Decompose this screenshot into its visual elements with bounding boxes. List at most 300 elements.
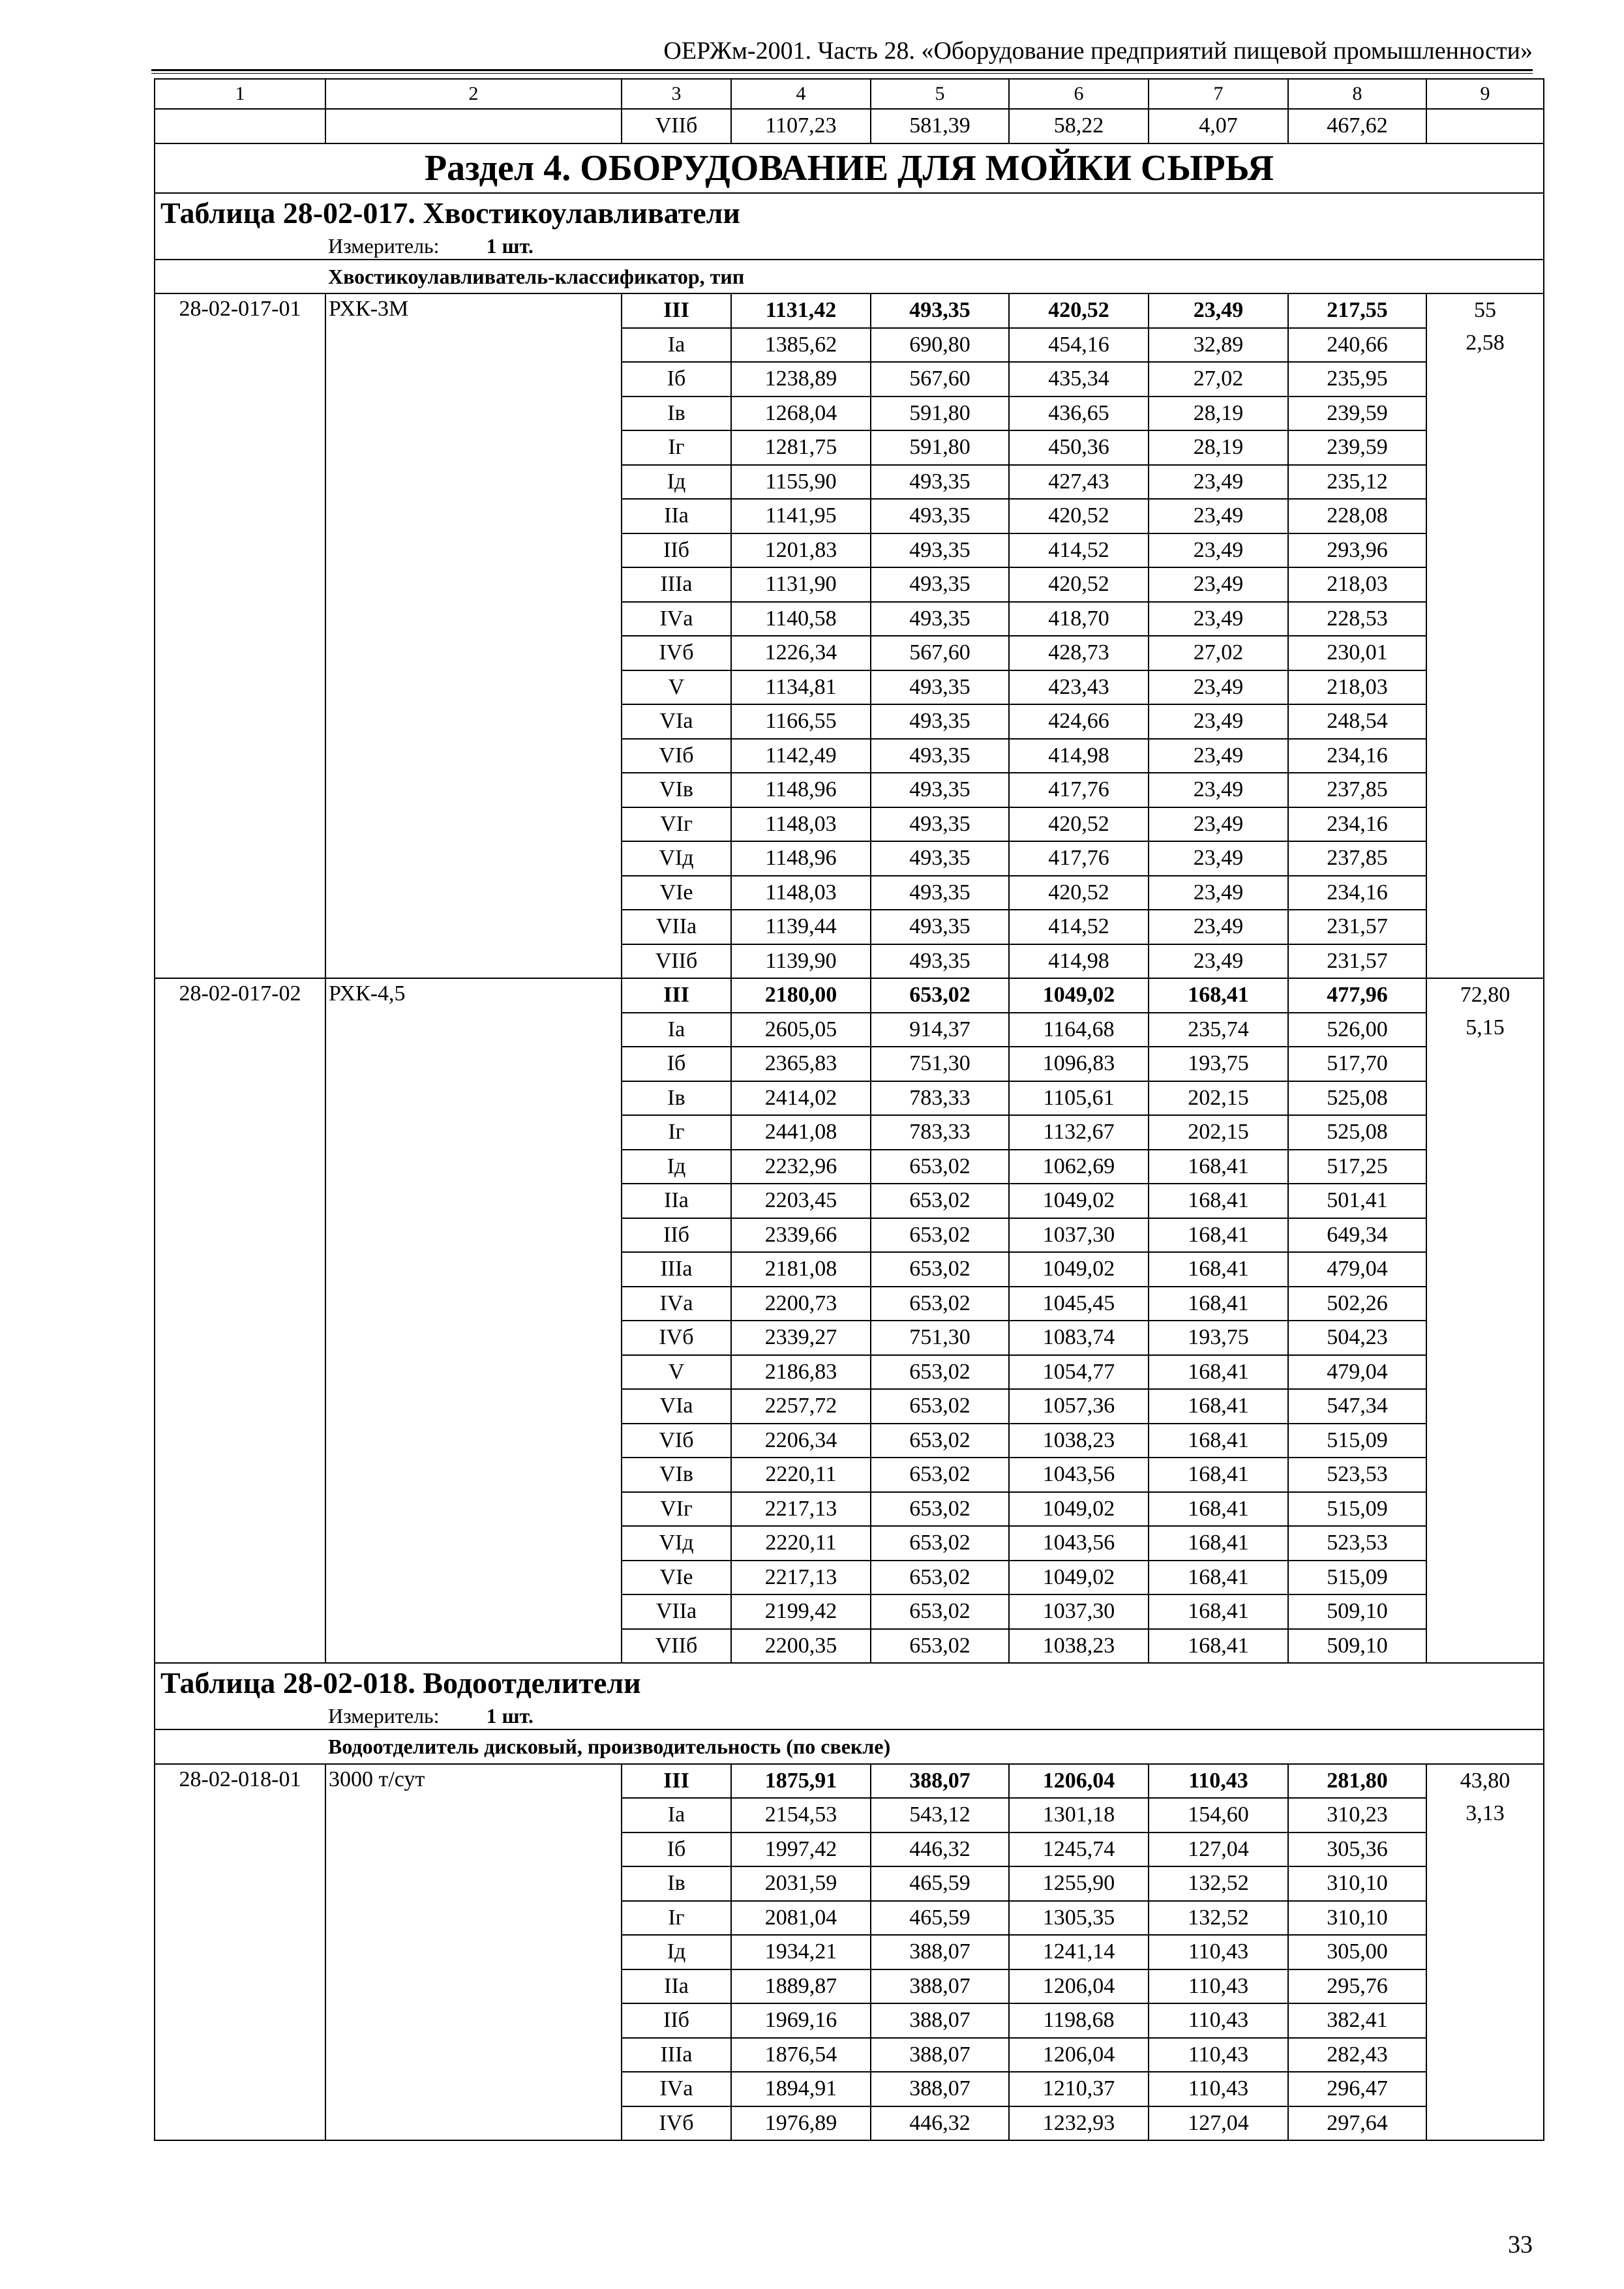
value-cell: 23,49 xyxy=(1149,739,1288,773)
value-cell: 234,16 xyxy=(1288,807,1426,842)
extra-value: 5,15 xyxy=(1466,1015,1505,1040)
value-cell: 1255,90 xyxy=(1009,1866,1149,1901)
value-cell: 653,02 xyxy=(871,1561,1009,1595)
column-number: 9 xyxy=(1426,79,1544,109)
extra-value: 2,58 xyxy=(1466,331,1505,355)
zone-cell: VIIб xyxy=(622,944,731,979)
value-cell: 424,66 xyxy=(1009,704,1149,739)
extra-cell xyxy=(1426,1764,1544,2141)
value-cell: 1049,02 xyxy=(1009,1492,1149,1527)
value-cell: 2180,00 xyxy=(731,978,871,1013)
value-cell: 1206,04 xyxy=(1009,1764,1149,1799)
value-cell: 23,49 xyxy=(1149,567,1288,602)
value-cell: 1226,34 xyxy=(731,636,871,670)
value-cell: 1301,18 xyxy=(1009,1798,1149,1833)
value-cell: 414,98 xyxy=(1009,739,1149,773)
zone-cell: VIе xyxy=(622,876,731,910)
value-cell: 228,53 xyxy=(1288,602,1426,636)
section-title: Раздел 4. ОБОРУДОВАНИЕ ДЛЯ МОЙКИ СЫРЬЯ xyxy=(155,143,1544,193)
value-cell: 653,02 xyxy=(871,1150,1009,1184)
value-cell: 515,09 xyxy=(1288,1492,1426,1527)
value-cell: 1140,58 xyxy=(731,602,871,636)
extra-value: 72,80 xyxy=(1460,983,1511,1007)
zone-cell: IIа xyxy=(622,1184,731,1218)
value-cell: 237,85 xyxy=(1288,773,1426,807)
zone-cell: Iб xyxy=(622,362,731,396)
zone-cell: VIд xyxy=(622,1526,731,1561)
table-row xyxy=(155,978,1544,1013)
value-cell: 1166,55 xyxy=(731,704,871,739)
value-cell: 27,02 xyxy=(1149,636,1288,670)
value-cell: 296,47 xyxy=(1288,2072,1426,2106)
value-cell: 23,49 xyxy=(1149,773,1288,807)
value-cell: 218,03 xyxy=(1288,670,1426,705)
value-cell: 493,35 xyxy=(871,465,1009,500)
value-cell: 1049,02 xyxy=(1009,978,1149,1013)
value-cell: 1131,90 xyxy=(731,567,871,602)
value-cell: 228,08 xyxy=(1288,499,1426,533)
value-cell: 435,34 xyxy=(1009,362,1149,396)
value-cell: 436,65 xyxy=(1009,396,1149,431)
value-cell: 2217,13 xyxy=(731,1492,871,1527)
value-cell: 2200,35 xyxy=(731,1629,871,1664)
value-cell: 168,41 xyxy=(1149,1218,1288,1253)
table-title-row xyxy=(155,1663,1544,1703)
value-cell: 168,41 xyxy=(1149,1389,1288,1424)
value-cell: 493,35 xyxy=(871,670,1009,705)
value-cell: 493,35 xyxy=(871,293,1009,328)
value-cell: 493,35 xyxy=(871,567,1009,602)
value-cell: 515,09 xyxy=(1288,1424,1426,1458)
value-cell: 2206,34 xyxy=(731,1424,871,1458)
value-cell: 1134,81 xyxy=(731,670,871,705)
value-cell: 1139,44 xyxy=(731,910,871,944)
value-cell: 127,04 xyxy=(1149,2106,1288,2141)
value-cell: 2220,11 xyxy=(731,1526,871,1561)
value-cell: 1976,89 xyxy=(731,2106,871,2141)
value-cell: 28,19 xyxy=(1149,430,1288,465)
value-cell: 653,02 xyxy=(871,978,1009,1013)
value-cell: 1238,89 xyxy=(731,362,871,396)
value-cell: 1934,21 xyxy=(731,1935,871,1969)
item-name: 3000 т/сут xyxy=(325,1764,622,2141)
value-cell: 1083,74 xyxy=(1009,1321,1149,1355)
value-cell: 231,57 xyxy=(1288,910,1426,944)
zone-cell: VIа xyxy=(622,1389,731,1424)
value-cell: 653,02 xyxy=(871,1287,1009,1321)
zone-cell: IIб xyxy=(622,533,731,568)
value-cell: 479,04 xyxy=(1288,1252,1426,1287)
zone-cell: IVа xyxy=(622,1287,731,1321)
value-cell: 1148,03 xyxy=(731,807,871,842)
value-cell: 168,41 xyxy=(1149,978,1288,1013)
zone-cell: V xyxy=(622,1355,731,1390)
value-cell: 23,49 xyxy=(1149,602,1288,636)
item-name: РХК-3М xyxy=(325,293,622,978)
value-cell: 388,07 xyxy=(871,1935,1009,1969)
value-cell: 423,43 xyxy=(1009,670,1149,705)
zone-cell: V xyxy=(622,670,731,705)
value-cell: 168,41 xyxy=(1149,1424,1288,1458)
value-cell: 1201,83 xyxy=(731,533,871,568)
value-cell: 2200,73 xyxy=(731,1287,871,1321)
value-cell: 310,10 xyxy=(1288,1866,1426,1901)
value-cell: 493,35 xyxy=(871,876,1009,910)
value-cell: 414,52 xyxy=(1009,910,1149,944)
value-cell: 493,35 xyxy=(871,773,1009,807)
value-cell: 23,49 xyxy=(1149,876,1288,910)
value-cell: 168,41 xyxy=(1149,1252,1288,1287)
value-cell: 193,75 xyxy=(1149,1321,1288,1355)
value-cell: 1385,62 xyxy=(731,328,871,363)
item-code: 28-02-017-02 xyxy=(155,978,325,1663)
value-cell: 1043,56 xyxy=(1009,1458,1149,1492)
value-cell: 417,76 xyxy=(1009,841,1149,876)
value-cell: 1132,67 xyxy=(1009,1115,1149,1150)
value-cell: 428,73 xyxy=(1009,636,1149,670)
value-cell: 154,60 xyxy=(1149,1798,1288,1833)
zone-cell: Iа xyxy=(622,328,731,363)
code-cell xyxy=(155,109,325,143)
value-cell: 231,57 xyxy=(1288,944,1426,979)
value-cell: 1049,02 xyxy=(1009,1252,1149,1287)
extra-cell xyxy=(1426,978,1544,1663)
value-cell: 517,70 xyxy=(1288,1047,1426,1081)
value-cell: 132,52 xyxy=(1149,1901,1288,1936)
zone-cell: Iг xyxy=(622,1901,731,1936)
zone-cell: VIв xyxy=(622,1458,731,1492)
value-cell: 509,10 xyxy=(1288,1594,1426,1629)
value-cell: 420,52 xyxy=(1009,293,1149,328)
value-cell: 2339,27 xyxy=(731,1321,871,1355)
value-cell: 388,07 xyxy=(871,2003,1009,2038)
value-cell: 477,96 xyxy=(1288,978,1426,1013)
value-cell: 501,41 xyxy=(1288,1184,1426,1218)
value-cell: 2441,08 xyxy=(731,1115,871,1150)
value-cell: 653,02 xyxy=(871,1594,1009,1629)
value-cell: 1875,91 xyxy=(731,1764,871,1799)
measure-cell xyxy=(325,233,1544,260)
value-cell: 1281,75 xyxy=(731,430,871,465)
value-cell: 305,00 xyxy=(1288,1935,1426,1969)
value-cell: 543,12 xyxy=(871,1798,1009,1833)
item-code: 28-02-017-01 xyxy=(155,293,325,978)
value-cell: 1198,68 xyxy=(1009,2003,1149,2038)
zone-cell: Iа xyxy=(622,1013,731,1047)
measure-cell xyxy=(325,1703,1544,1729)
value-cell: 1148,03 xyxy=(731,876,871,910)
zone-cell: VIв xyxy=(622,773,731,807)
value-cell: 23,49 xyxy=(1149,670,1288,705)
extra-value: 43,80 xyxy=(1460,1768,1511,1793)
value-cell: 27,02 xyxy=(1149,362,1288,396)
value-cell: 1889,87 xyxy=(731,1969,871,2004)
value-cell: 515,09 xyxy=(1288,1561,1426,1595)
blank-cell xyxy=(155,1703,325,1729)
value-cell: 1241,14 xyxy=(1009,1935,1149,1969)
value-cell: 1049,02 xyxy=(1009,1561,1149,1595)
value-cell: 310,10 xyxy=(1288,1901,1426,1936)
value-cell: 414,98 xyxy=(1009,944,1149,979)
column-number: 7 xyxy=(1149,79,1288,109)
value-cell: 239,59 xyxy=(1288,430,1426,465)
column-number: 6 xyxy=(1009,79,1149,109)
value-cell: 388,07 xyxy=(871,1764,1009,1799)
value-cell: 2257,72 xyxy=(731,1389,871,1424)
table-title: Таблица 28-02-018. Водоотделители xyxy=(155,1663,1544,1703)
value-cell: 235,12 xyxy=(1288,465,1426,500)
value-cell: 525,08 xyxy=(1288,1081,1426,1116)
value-cell: 388,07 xyxy=(871,1969,1009,2004)
zone-cell: VIIа xyxy=(622,910,731,944)
zone-cell: VIа xyxy=(622,704,731,739)
value-cell: 248,54 xyxy=(1288,704,1426,739)
value-cell: 454,16 xyxy=(1009,328,1149,363)
blank-cell xyxy=(155,260,325,294)
zone-cell: IVа xyxy=(622,602,731,636)
value-cell: 1057,36 xyxy=(1009,1389,1149,1424)
value-cell: 653,02 xyxy=(871,1424,1009,1458)
zone-cell: VIг xyxy=(622,807,731,842)
value-cell: 1131,42 xyxy=(731,293,871,328)
header-rule-thin xyxy=(151,73,1533,74)
zone-cell: III xyxy=(622,978,731,1013)
value-cell: 234,16 xyxy=(1288,739,1426,773)
zone-cell: Iг xyxy=(622,1115,731,1150)
value-cell: 23,49 xyxy=(1149,499,1288,533)
blank-cell xyxy=(155,1729,325,1764)
value-cell: 493,35 xyxy=(871,704,1009,739)
value-cell: 168,41 xyxy=(1149,1492,1288,1527)
value-cell: 417,76 xyxy=(1009,773,1149,807)
value-cell: 1305,35 xyxy=(1009,1901,1149,1936)
zone-cell: III xyxy=(622,1764,731,1799)
zone-cell: Iа xyxy=(622,1798,731,1833)
zone-cell: IIа xyxy=(622,1969,731,2004)
name-cell xyxy=(325,109,622,143)
value-cell: 1164,68 xyxy=(1009,1013,1149,1047)
zone-cell: IIIа xyxy=(622,567,731,602)
value-cell: 591,80 xyxy=(871,396,1009,431)
value-cell: 388,07 xyxy=(871,2072,1009,2106)
value-cell: 1043,56 xyxy=(1009,1526,1149,1561)
value-cell: 23,49 xyxy=(1149,704,1288,739)
value-cell: 2232,96 xyxy=(731,1150,871,1184)
value-cell: 1054,77 xyxy=(1009,1355,1149,1390)
column-number: 3 xyxy=(622,79,731,109)
extra-cell xyxy=(1426,109,1544,143)
zone-cell: IIIа xyxy=(622,1252,731,1287)
value-cell: 2186,83 xyxy=(731,1355,871,1390)
carry-over-row xyxy=(155,109,1544,143)
value-cell: 1141,95 xyxy=(731,499,871,533)
zone-cell: IIб xyxy=(622,1218,731,1253)
value-cell: 2365,83 xyxy=(731,1047,871,1081)
value-cell: 493,35 xyxy=(871,739,1009,773)
value-cell: 110,43 xyxy=(1149,1969,1288,2004)
value-cell: 493,35 xyxy=(871,499,1009,533)
group-name: Водоотделитель дисковый, производительность (по свекле) xyxy=(325,1729,1544,1764)
value-cell: 653,02 xyxy=(871,1629,1009,1664)
value-cell: 2220,11 xyxy=(731,1458,871,1492)
value-cell: 237,85 xyxy=(1288,841,1426,876)
zone-cell: VIIа xyxy=(622,1594,731,1629)
value-cell: 23,49 xyxy=(1149,944,1288,979)
value-cell: 168,41 xyxy=(1149,1184,1288,1218)
value-cell: 305,36 xyxy=(1288,1833,1426,1867)
value-cell: 751,30 xyxy=(871,1047,1009,1081)
value-cell: 653,02 xyxy=(871,1355,1009,1390)
value-cell: 1105,61 xyxy=(1009,1081,1149,1116)
value-cell: 202,15 xyxy=(1149,1081,1288,1116)
value-cell: 420,52 xyxy=(1009,807,1149,842)
column-number: 5 xyxy=(871,79,1009,109)
zone-cell: Iв xyxy=(622,1081,731,1116)
zone-cell: IVб xyxy=(622,2106,731,2141)
value-cell: 1969,16 xyxy=(731,2003,871,2038)
value-cell: 420,52 xyxy=(1009,876,1149,910)
value-cell: 2199,42 xyxy=(731,1594,871,1629)
group-name-row xyxy=(155,1729,1544,1764)
value-cell: 446,32 xyxy=(871,1833,1009,1867)
value-cell: 1049,02 xyxy=(1009,1184,1149,1218)
value-cell: 653,02 xyxy=(871,1184,1009,1218)
value-cell: 23,49 xyxy=(1149,807,1288,842)
value-cell: 382,41 xyxy=(1288,2003,1426,2038)
value-cell: 2339,66 xyxy=(731,1218,871,1253)
value-cell: 32,89 xyxy=(1149,328,1288,363)
value-cell: 653,02 xyxy=(871,1458,1009,1492)
zone-cell: VIб xyxy=(622,739,731,773)
value-cell: 653,02 xyxy=(871,1389,1009,1424)
value-cell: 504,23 xyxy=(1288,1321,1426,1355)
value-cell: 23,49 xyxy=(1149,533,1288,568)
zone-cell: IIIа xyxy=(622,2038,731,2072)
value-cell: 1206,04 xyxy=(1009,2038,1149,2072)
zone-cell: Iд xyxy=(622,465,731,500)
value-cell: 509,10 xyxy=(1288,1629,1426,1664)
value-cell: 1038,23 xyxy=(1009,1629,1149,1664)
value-cell: 493,35 xyxy=(871,602,1009,636)
page-number: 33 xyxy=(1508,2231,1533,2258)
value-cell: 653,02 xyxy=(871,1526,1009,1561)
zone-cell: VIг xyxy=(622,1492,731,1527)
zone-cell: Iб xyxy=(622,1047,731,1081)
blank-cell xyxy=(155,233,325,260)
value-cell: 653,02 xyxy=(871,1218,1009,1253)
zone-cell: IVа xyxy=(622,2072,731,2106)
measure-value: 1 шт. xyxy=(486,1704,534,1728)
zone-cell: Iд xyxy=(622,1935,731,1969)
value-cell: 653,02 xyxy=(871,1492,1009,1527)
value-cell: 1142,49 xyxy=(731,739,871,773)
value-cell: 23,49 xyxy=(1149,841,1288,876)
value-cell: 2031,59 xyxy=(731,1866,871,1901)
value-cell: 1148,96 xyxy=(731,773,871,807)
table-body xyxy=(155,79,1544,2140)
value-cell: 240,66 xyxy=(1288,328,1426,363)
value-cell: 783,33 xyxy=(871,1081,1009,1116)
value-cell: 653,02 xyxy=(871,1252,1009,1287)
value-cell: 2081,04 xyxy=(731,1901,871,1936)
value-cell: 230,01 xyxy=(1288,636,1426,670)
measure-row xyxy=(155,233,1544,260)
value-cell: 502,26 xyxy=(1288,1287,1426,1321)
value-cell: 297,64 xyxy=(1288,2106,1426,2141)
value-cell: 110,43 xyxy=(1149,2038,1288,2072)
value-cell: 649,34 xyxy=(1288,1218,1426,1253)
value-cell: 465,59 xyxy=(871,1866,1009,1901)
value-cell: 591,80 xyxy=(871,430,1009,465)
value-cell: 2414,02 xyxy=(731,1081,871,1116)
value-cell: 420,52 xyxy=(1009,567,1149,602)
value-cell: 1232,93 xyxy=(1009,2106,1149,2141)
group-name-row xyxy=(155,260,1544,294)
group-name: Хвостикоулавливатель-классификатор, тип xyxy=(325,260,1544,294)
zone-cell: Iб xyxy=(622,1833,731,1867)
value-cell: 193,75 xyxy=(1149,1047,1288,1081)
zone-cell: IVб xyxy=(622,636,731,670)
extra-value: 3,13 xyxy=(1466,1801,1505,1825)
value-cell: 427,43 xyxy=(1009,465,1149,500)
value-cell: 690,80 xyxy=(871,328,1009,363)
value-cell: 1037,30 xyxy=(1009,1594,1149,1629)
value-cell: 234,16 xyxy=(1288,876,1426,910)
value-cell: 1096,83 xyxy=(1009,1047,1149,1081)
value-cell: 2217,13 xyxy=(731,1561,871,1595)
value-cell: 202,15 xyxy=(1149,1115,1288,1150)
value-cell: 23,49 xyxy=(1149,465,1288,500)
value-cell: 168,41 xyxy=(1149,1561,1288,1595)
value-cell: 446,32 xyxy=(871,2106,1009,2141)
column-number: 1 xyxy=(155,79,325,109)
value-cell: 493,35 xyxy=(871,944,1009,979)
value-cell: 168,41 xyxy=(1149,1629,1288,1664)
value-cell: 1210,37 xyxy=(1009,2072,1149,2106)
value-cell: 414,52 xyxy=(1009,533,1149,568)
zone-cell: IVб xyxy=(622,1321,731,1355)
value-cell: 526,00 xyxy=(1288,1013,1426,1047)
section-title-row xyxy=(155,143,1544,193)
value-cell: 132,52 xyxy=(1149,1866,1288,1901)
value-cell: 523,53 xyxy=(1288,1526,1426,1561)
value-cell: 110,43 xyxy=(1149,2072,1288,2106)
value-cell: 914,37 xyxy=(871,1013,1009,1047)
value-cell: 1037,30 xyxy=(1009,1218,1149,1253)
value-cell: 28,19 xyxy=(1149,396,1288,431)
value-cell: 547,34 xyxy=(1288,1389,1426,1424)
value-cell: 110,43 xyxy=(1149,1764,1288,1799)
zone-cell: IIа xyxy=(622,499,731,533)
rates-table xyxy=(154,78,1544,2141)
zone-cell: III xyxy=(622,293,731,328)
zone-cell: IIб xyxy=(622,2003,731,2038)
table-row xyxy=(155,1764,1544,1799)
value-cell: 58,22 xyxy=(1009,109,1149,143)
value-cell: 168,41 xyxy=(1149,1355,1288,1390)
value-cell: 1107,23 xyxy=(731,109,871,143)
value-cell: 493,35 xyxy=(871,807,1009,842)
value-cell: 2154,53 xyxy=(731,1798,871,1833)
extra-value: 55 xyxy=(1474,298,1496,322)
value-cell: 1155,90 xyxy=(731,465,871,500)
value-cell: 1206,04 xyxy=(1009,1969,1149,2004)
zone-cell: VIе xyxy=(622,1561,731,1595)
value-cell: 295,76 xyxy=(1288,1969,1426,2004)
item-name: РХК-4,5 xyxy=(325,978,622,1663)
value-cell: VIIб xyxy=(622,109,731,143)
zone-cell: Iв xyxy=(622,1866,731,1901)
